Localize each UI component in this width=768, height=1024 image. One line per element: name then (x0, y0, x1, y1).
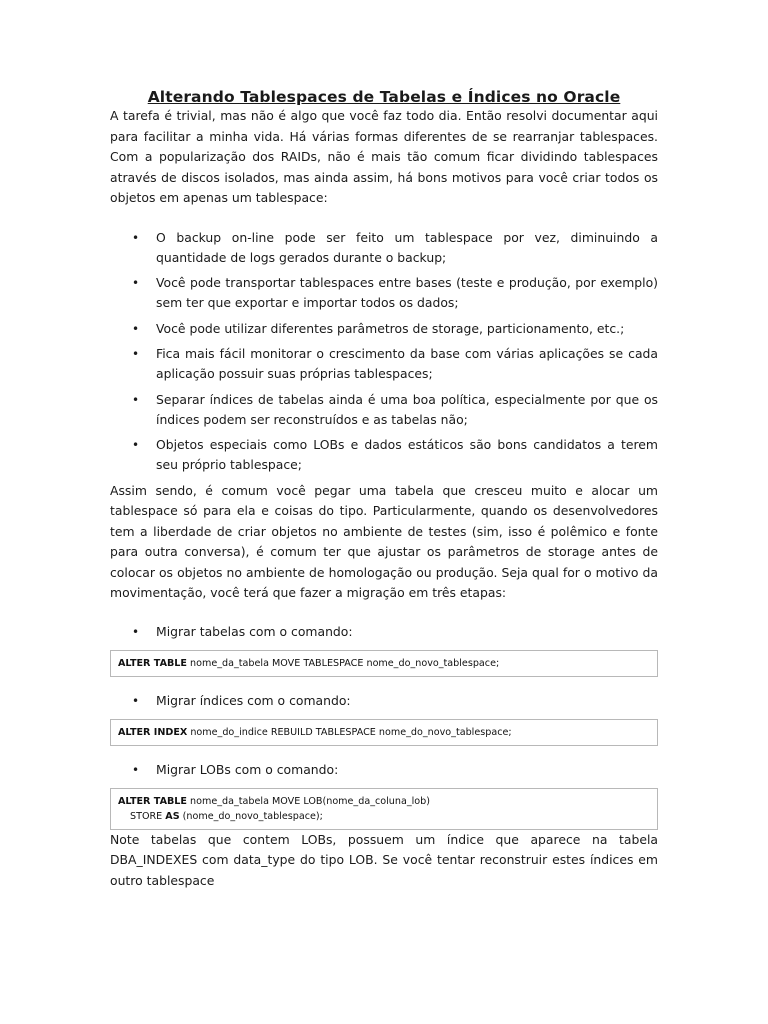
list-item (110, 228, 658, 269)
document-page (0, 88, 768, 1024)
step-label: Migrar tabelas com o comando: (156, 623, 353, 639)
code-block-move-table (110, 650, 658, 677)
list-item (110, 390, 658, 431)
code-block-rebuild-index (110, 719, 658, 746)
step-migrate-tables (110, 622, 658, 642)
code-keyword: ALTER INDEX (118, 726, 188, 738)
step-migrate-indexes (110, 691, 658, 711)
code-text: nome_do_indice REBUILD TABLESPACE nome_do_novo_tablespace; (187, 726, 512, 738)
bullet-icon: • (132, 624, 140, 639)
code-text: STORE (130, 810, 166, 822)
bullet-icon: • (132, 438, 140, 453)
bullet-icon: • (132, 346, 140, 361)
list-item (110, 273, 658, 314)
code-keyword: AS (165, 810, 180, 822)
reasons-list (110, 228, 658, 476)
intro-paragraph: A tarefa é trivial, mas não é algo que você faz todo dia. Então resolvi documentar aqui para facilitar a minha vida. Há várias formas diferentes de se rearranjar tablespaces. Com a popularização dos RAIDs, não é mais tão comum ficar dividindo tablespaces através de discos isolados, mas ainda assim, há bons motivos para você criar todos os objetos em apenas um tablespace: (110, 108, 658, 205)
step-migrate-lobs (110, 760, 658, 780)
list-item-text: Você pode utilizar diferentes parâmetros de storage, particionamento, etc.; (156, 320, 625, 336)
bullet-icon: • (132, 230, 140, 245)
code-text: (nome_do_novo_tablespace); (179, 810, 323, 822)
list-item-text: Fica mais fácil monitorar o crescimento da base com várias aplicações se cada aplicação possuir suas próprias tablespaces; (156, 345, 658, 382)
code-line (118, 794, 650, 809)
list-item (110, 344, 658, 385)
bullet-icon: • (132, 276, 140, 291)
code-text: nome_da_tabela MOVE LOB(nome_da_coluna_lob) (186, 795, 431, 807)
code-block-move-lob (110, 788, 658, 830)
list-item-text: Você pode transportar tablespaces entre bases (teste e produção, por exemplo) sem ter que exportar e importar todos os dados; (156, 275, 658, 311)
list-item-text: Separar índices de tabelas ainda é uma boa política, especialmente por que os índices podem ser reconstruídos e as tabelas não; (156, 391, 658, 427)
code-text: nome_da_tabela MOVE TABLESPACE nome_do_novo_tablespace; (186, 657, 500, 669)
step-label: Migrar LOBs com o comando: (156, 761, 339, 777)
bullet-icon: • (132, 321, 140, 336)
list-item-text: Objetos especiais como LOBs e dados estáticos são bons candidatos a terem seu próprio tablespace; (156, 437, 658, 473)
code-line (118, 809, 650, 824)
list-item (110, 319, 658, 339)
bullet-icon: • (132, 762, 140, 777)
code-keyword: ALTER TABLE (118, 795, 187, 807)
step-label: Migrar índices com o comando: (156, 692, 351, 708)
code-keyword: ALTER TABLE (118, 657, 187, 669)
bullet-icon: • (132, 693, 140, 708)
closing-paragraph: Note tabelas que contem LOBs, possuem um índice que aparece na tabela DBA_INDEXES com data_type do tipo LOB. Se você tentar reconstruir estes índices em outro tablespace (110, 831, 658, 888)
document-title: Alterando Tablespaces de Tabelas e Índices no Oracle (147, 88, 621, 106)
bullet-icon: • (132, 392, 140, 407)
body-paragraph: Assim sendo, é comum você pegar uma tabela que cresceu muito e alocar um tablespace só para ela e coisas do tipo. Particularmente, quando os desenvolvedores tem a liberdade de criar objetos no ambiente de testes (sim, isso é polêmico e fonte para outra conversa), é comum ter que ajustar os parâmetros de storage antes de colocar os objetos no ambiente de homologação ou produção. Seja qual for o motivo da movimentação, você terá que fazer a migração em três etapas: (110, 482, 658, 601)
list-item-text: O backup on-line pode ser feito um tablespace por vez, diminuindo a quantidade de logs gerados durante o backup; (156, 229, 658, 265)
list-item (110, 435, 658, 476)
